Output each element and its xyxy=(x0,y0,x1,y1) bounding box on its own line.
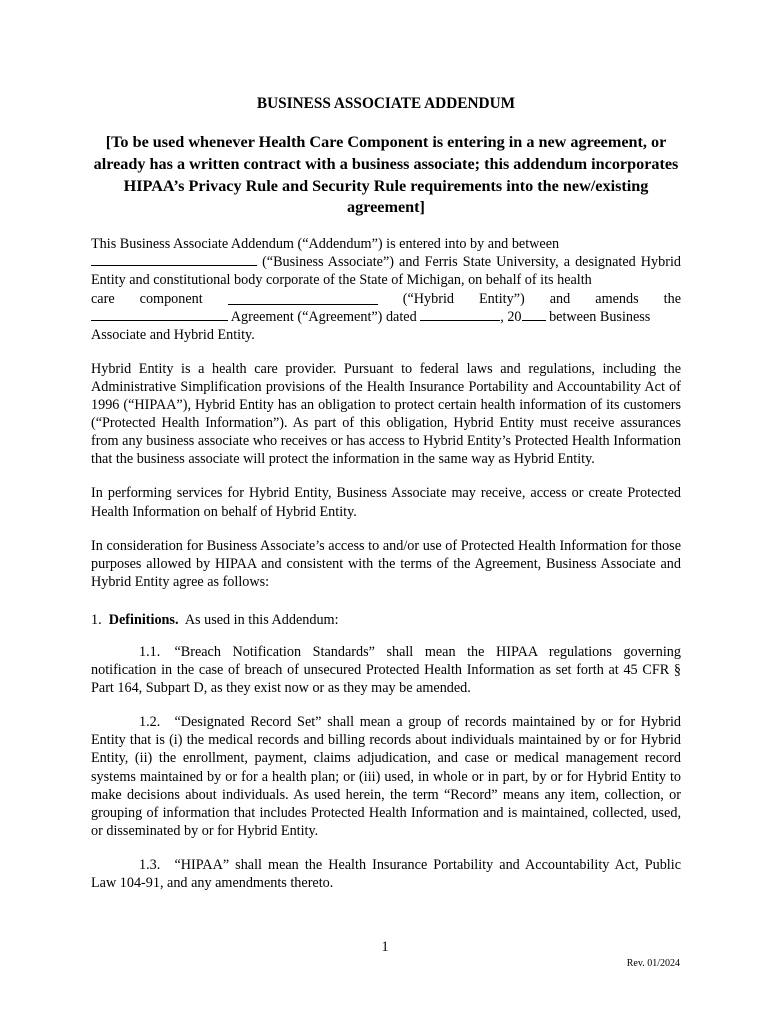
section-1-title: Definitions. xyxy=(108,611,179,628)
intro-text-1: This Business Associate Addendum (“Addendum”) is entered into by and between xyxy=(91,236,560,253)
intro-text-4: , 20 xyxy=(500,308,522,325)
intro-word-hybrid: (“Hybrid xyxy=(402,290,454,307)
performing-services-paragraph: In performing services for Hybrid Entity, Business Associate may receive, access or create Protected Health Information on behalf of Hybrid Entity. xyxy=(91,485,681,520)
revision-label: Rev. 01/2024 xyxy=(626,958,680,969)
intro-word-amends: amends xyxy=(595,290,639,307)
document-body xyxy=(91,95,681,908)
definition-1-1: 1.1. “Breach Notification Standards” shall mean the HIPAA regulations governing notification in the case of breach of unsecured Protected Health Information as set forth at 45 CFR § Part 164, Subpart D, as they exist now or as they may be amended. xyxy=(91,643,681,697)
section-1-number: 1. xyxy=(91,611,102,628)
document-title: BUSINESS ASSOCIATE ADDENDUM xyxy=(256,95,516,112)
intro-word-and: and xyxy=(549,290,571,307)
consideration-paragraph: In consideration for Business Associate’s access to and/or use of Protected Health Information for those purposes allowed by HIPAA and consistent with the terms of the Agreement, Business Associate and Hybrid Entity agree as follows: xyxy=(91,537,681,590)
intro-paragraph xyxy=(91,235,681,344)
page-number: 1 xyxy=(381,939,389,955)
intro-word-component: component xyxy=(139,290,203,307)
agreement-name-blank[interactable] xyxy=(91,309,228,321)
business-associate-name-blank[interactable] xyxy=(91,254,257,266)
component-name-blank[interactable] xyxy=(228,293,378,305)
intro-text-3: Agreement (“Agreement”) dated xyxy=(230,308,417,325)
agreement-date-blank[interactable] xyxy=(420,309,500,321)
intro-word-entity: Entity”) xyxy=(479,290,525,307)
intro-word-care: care xyxy=(91,290,115,307)
intro-text-5: between Business Associate and Hybrid Entity. xyxy=(91,308,651,343)
hybrid-entity-paragraph: Hybrid Entity is a health care provider. Pursuant to federal laws and regulations, including the Administrative Simplification provisions of the Health Insurance Portability and Accountability Act of 1996 (“HIPAA”), Hybrid Entity has an obligation to protect certain health information of its customers (“Protected Health Information”). As part of this obligation, Hybrid Entity must receive assurances from any business associate who receives or has access to Hybrid Entity’s Protected Health Information that the business associate will protect the information in the same way as Hybrid Entity. xyxy=(91,360,681,468)
definition-1-2: 1.2. “Designated Record Set” shall mean a group of records maintained by or for Hybrid Entity that is (i) the medical records and billing records about individuals maintained by or for Hybrid Entity, (ii) the enrollment, payment, claims adjudication, and case or medical management record systems maintained by or for a health plan; or (iii) used, in whole or in part, by or for Hybrid Entity to make decisions about individuals. As used herein, the term “Record” means any item, collection, or grouping of information that includes Protected Health Information and is maintained, collected, used, or disseminated by or for Hybrid Entity. xyxy=(91,714,681,839)
document-subtitle: [To be used whenever Health Care Component is entering in a new agreement, or already has a written contract with a business associate; this addendum incorporates HIPAA’s Privacy Rule and Security Rule requirements into the new/existing agreement] xyxy=(93,133,679,217)
intro-text-2: (“Business Associate”) and Ferris State University, a designated Hybrid Entity and constitutional body corporate of the State of Michigan, on behalf of its health xyxy=(91,254,681,289)
section-1-heading xyxy=(91,611,681,629)
section-1-lead: As used in this Addendum: xyxy=(184,611,339,628)
agreement-year-blank[interactable] xyxy=(522,309,546,321)
intro-word-the: the xyxy=(663,290,681,307)
definition-1-3: 1.3. “HIPAA” shall mean the Health Insurance Portability and Accountability Act, Public Law 104-91, and any amendments thereto. xyxy=(91,856,681,891)
